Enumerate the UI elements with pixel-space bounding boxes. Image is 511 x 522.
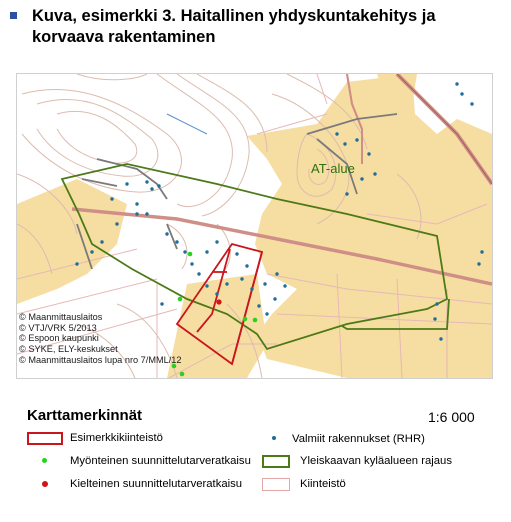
red-parcel-symbol-icon: [27, 432, 63, 445]
green-dot-icon: [42, 458, 47, 463]
negative-decision-dot: [216, 299, 221, 304]
copyright-line: © Maanmittauslaitos lupa nro 7/MML/12: [19, 354, 182, 365]
legend-label-property: Kiinteistö: [300, 478, 346, 490]
legend-title: Karttamerkinnät: [27, 407, 143, 424]
title-bullet-icon: [10, 12, 17, 19]
blue-dot-icon: [272, 436, 276, 440]
green-boundary-symbol-icon: [262, 455, 290, 468]
copyright-line: © Maanmittauslaitos: [19, 312, 103, 322]
title-line-2: korvaava rakentaminen: [32, 28, 216, 46]
red-dot-icon: [42, 481, 48, 487]
map-copyright: [19, 312, 182, 366]
legend-label-buildings: Valmiit rakennukset (RHR): [292, 433, 425, 445]
legend-label-example-parcel: Esimerkkikiinteistö: [70, 432, 163, 444]
copyright-line: © VTJ/VRK 5/2013: [19, 322, 97, 333]
title-line-1: Kuva, esimerkki 3. Haitallinen yhdyskuntakehitys ja: [32, 7, 436, 25]
page-title: [32, 6, 502, 48]
pink-parcel-symbol-icon: [262, 478, 290, 491]
legend-label-negative: Kielteinen suunnittelutarveratkaisu: [70, 478, 243, 490]
legend-label-village-boundary: Yleiskaavan kyläalueen rajaus: [300, 455, 452, 467]
copyright-line: © Espoon kaupunki: [19, 333, 99, 344]
at-area-label: AT-alue: [311, 161, 355, 176]
map-scale: 1:6 000: [428, 409, 475, 425]
legend-label-positive: Myönteinen suunnittelutarveratkaisu: [70, 455, 251, 467]
copyright-line: © SYKE, ELY-keskukset: [19, 344, 118, 355]
